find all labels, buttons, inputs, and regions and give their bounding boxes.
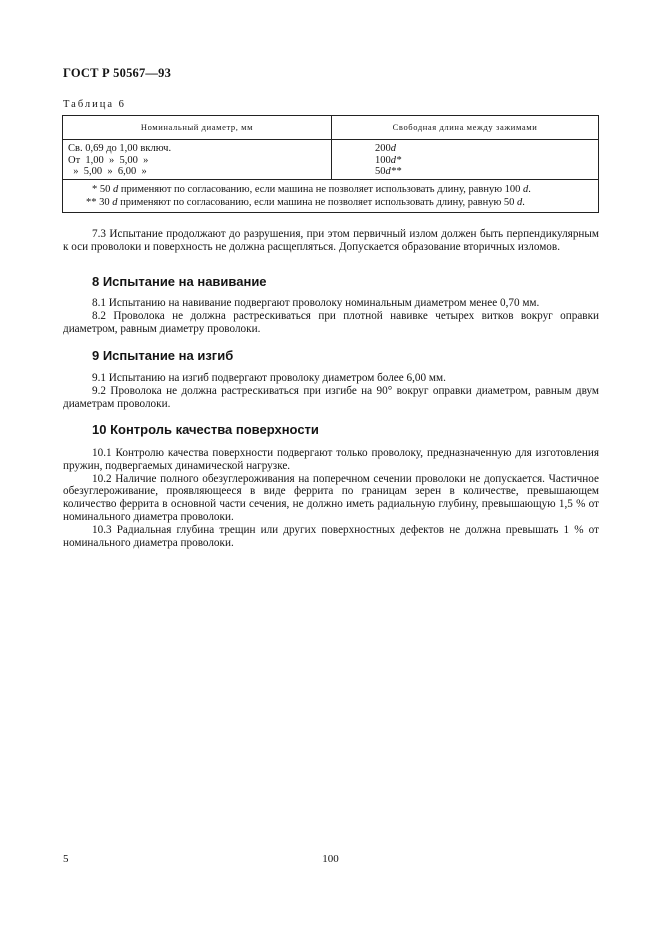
paragraph-10-3: 10.3 Радиальная глубина трещин или других поверхностных дефектов не должна превышать 1 % от номинального диаметра проволоки.	[63, 523, 599, 549]
paragraph-9-1: 9.1 Испытанию на изгиб подвергают проволоку диаметром более 6,00 мм.	[92, 372, 446, 384]
table-6	[62, 115, 599, 213]
length-column	[375, 143, 401, 178]
paragraph-10-2: 10.2 Наличие полного обезуглероживания на поперечном сечении проволоки не допускается. Частичное обезуглероживание, проявляющееся в виде феррита по границам зерен в количестве, превышающем количество феррита в основной части сечения, не должно иметь радиальную глубину, превышающую 1,5 % от номинального диаметра проволоки.	[63, 472, 599, 523]
paragraph-9-2: 9.2 Проволока не должна растрескиваться при изгибе на 90° вокруг оправки диаметром, равным двум диаметрам проволоки.	[63, 384, 599, 410]
table-header-length: Свободная длина между зажимами	[392, 122, 538, 132]
length-cell: 100d*	[375, 154, 402, 166]
length-cell: 50d**	[375, 166, 402, 177]
paragraph-10-1: 10.1 Контролю качества поверхности подвергают только проволоку, предназначенную для изготовления пружин, подвергаемых динамической нагрузке.	[63, 447, 599, 472]
paragraph-8-1: 8.1 Испытанию на навивание подвергают проволоку номинальным диаметром менее 0,70 мм.	[92, 297, 540, 309]
section-8-title: 8 Испытание на навивание	[92, 274, 267, 289]
section-9-title: 9 Испытание на изгиб	[92, 348, 234, 363]
diameter-cell: Св. 0,69 до 1,00 включ.	[68, 143, 172, 154]
paragraph-7-3-block	[63, 228, 599, 254]
length-cell: 200d	[375, 143, 396, 154]
paragraph-8-2: 8.2 Проволока не должна растрескиваться при плотной навивке четырех витков вокруг оправки диаметром, равным диаметру проволоки.	[63, 309, 599, 335]
table-notes	[63, 183, 598, 209]
table-data-row	[63, 140, 598, 180]
table-note: * 50 d применяют по согласованию, если машина не позволяет использовать длину, равную 100 d.	[92, 184, 531, 195]
table-caption: Таблица 6	[63, 99, 126, 110]
page-number-center: 100	[322, 853, 339, 865]
section-10-body	[63, 447, 599, 549]
page-number-left: 5	[63, 853, 69, 865]
diameter-cell: » 5,00 » 6,00 »	[68, 166, 147, 177]
diameter-cell: От 1,00 » 5,00 »	[68, 154, 149, 166]
document-id: ГОСТ Р 50567—93	[63, 66, 172, 80]
paragraph-7-3: 7.3 Испытание продолжают до разрушения, при этом первичный излом должен быть перпендикулярным к оси проволоки и поверхность не должна расщепляться. Допускается образование вторичных изломов.	[63, 228, 599, 253]
section-8-body	[63, 297, 599, 335]
section-10-title: 10 Контроль качества поверхности	[92, 422, 319, 437]
section-9-body	[63, 372, 599, 410]
diameter-column	[68, 143, 171, 178]
table-note: ** 30 d применяют по согласованию, если машина не позволяет использовать длину, равную 50 d.	[86, 197, 525, 208]
table-header-diameter: Номинальный диаметр, мм	[140, 122, 254, 132]
